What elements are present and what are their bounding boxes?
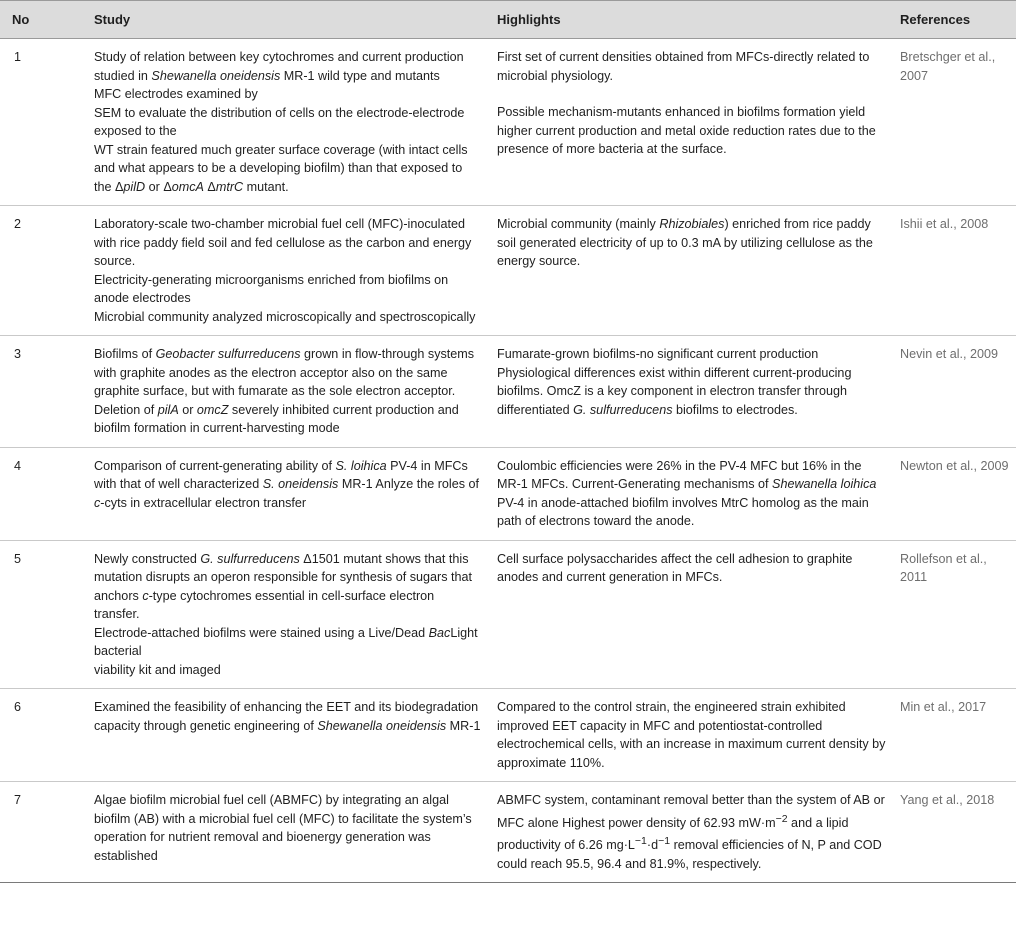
text-segment: Microbial community (mainly xyxy=(497,217,660,231)
study-cell-paragraph xyxy=(94,624,483,661)
italic-text: Bac xyxy=(428,625,451,640)
table-body xyxy=(0,39,1016,883)
italic-text: pilA xyxy=(157,402,179,417)
text-segment: Electrode-attached biofilms were stained using a Live/Dead xyxy=(94,625,429,640)
study-cell-paragraph xyxy=(94,85,483,104)
study-cell-paragraph xyxy=(94,661,483,680)
table-row xyxy=(0,689,1016,782)
italic-text: Rhizobiales xyxy=(659,217,725,231)
text-segment: severely inhibited current production and biofilm formation in current-harvesting mode xyxy=(94,402,459,435)
text-segment: Laboratory-scale two-chamber microbial fuel cell (MFC)-inoculated with rice paddy field soil and fed cellulose as the carbon and energy source. xyxy=(94,217,472,268)
text-segment: Compared to the control strain, the engineered strain exhibited improved EET capacity in MFC and potentiostat-controlled electrochemical cells, with an increase in maximum current density by approximate 110%. xyxy=(497,700,886,770)
study-cell-paragraph xyxy=(94,308,483,327)
text-segment: Fumarate-grown biofilms-no significant current production Physiological differences exist within different current-producing biofilms. OmcZ is a key component in electron transfer through differentiated xyxy=(497,347,852,417)
text-segment: MR-1 wild type and mutants xyxy=(280,68,440,83)
paragraph-gap xyxy=(497,85,886,103)
italic-text: Shewanella loihica xyxy=(772,477,877,491)
text-segment: Cell surface polysaccharides affect the cell adhesion to graphite anodes and current generation in MFCs. xyxy=(497,551,853,584)
reference-cell: Newton et al., 2009 xyxy=(900,447,1016,540)
study-cell-paragraph xyxy=(94,271,483,308)
text-segment: grown in flow-through systems with graphite anodes as the electron acceptor also on the same graphite surface, but with fumarate as the sole electron acceptor. Deletion of xyxy=(94,347,475,417)
text-segment: PV-4 in MFCs with that of well characterized xyxy=(94,458,468,491)
italic-text: Geobacter sulfurreducens xyxy=(155,347,301,361)
highlights-cell xyxy=(497,206,900,336)
reference-cell: Nevin et al., 2009 xyxy=(900,336,1016,448)
reference-cell: Yang et al., 2018 xyxy=(900,782,1016,883)
text-segment: Electricity-generating microorganisms enriched from biofilms on anode electrodes xyxy=(94,272,449,305)
study-cell xyxy=(94,39,497,206)
reference-cell: Rollefson et al., 2011 xyxy=(900,540,1016,689)
study-cell xyxy=(94,540,497,689)
highlights-cell-paragraph xyxy=(497,345,886,419)
italic-text: Shewanella oneidensis xyxy=(151,68,281,83)
italic-text: pilD xyxy=(123,179,146,194)
highlights-cell-paragraph xyxy=(497,698,886,772)
table-row xyxy=(0,540,1016,689)
text-segment: MFC electrodes examined by xyxy=(94,87,258,101)
table-row xyxy=(0,206,1016,336)
header-row xyxy=(0,1,1016,39)
italic-text: c xyxy=(142,588,149,603)
reference-cell: Ishii et al., 2008 xyxy=(900,206,1016,336)
study-cell-paragraph xyxy=(94,48,483,85)
highlights-cell xyxy=(497,336,900,448)
text-segment: removal efficiencies of N, P and COD could reach 95.5, 96.4 and 81.9%, respectively. xyxy=(497,838,882,871)
text-segment: Comparison of current-generating ability of xyxy=(94,458,336,473)
header-study: Study xyxy=(94,1,497,39)
row-number: 1 xyxy=(0,39,94,206)
reference-cell: Bretschger et al., 2007 xyxy=(900,39,1016,206)
text-segment: Coulombic efficiencies were 26% in the PV-4 MFC but 16% in the MR-1 MFCs. Current-Generating mechanisms of xyxy=(497,458,862,491)
italic-text: omcA xyxy=(171,179,204,194)
text-segment: Δ1501 mutant shows that this mutation disrupts an operon responsible for synthesis of sugars that anchors xyxy=(94,551,473,603)
text-segment: -type cytochromes essential in cell-surface electron transfer. xyxy=(94,588,435,621)
study-cell xyxy=(94,206,497,336)
table-header xyxy=(0,1,1016,39)
study-cell xyxy=(94,782,497,883)
text-segment: viability kit and imaged xyxy=(94,662,221,677)
row-number: 5 xyxy=(0,540,94,689)
highlights-cell-paragraph xyxy=(497,550,886,587)
highlights-cell xyxy=(497,540,900,689)
study-cell-paragraph xyxy=(94,215,483,271)
row-number: 4 xyxy=(0,447,94,540)
italic-text: c xyxy=(94,495,101,510)
text-segment: First set of current densities obtained from MFCs-directly related to microbial physiology. xyxy=(497,50,870,83)
study-cell-paragraph xyxy=(94,791,483,865)
text-segment: MR-1 xyxy=(446,718,481,733)
text-segment: Examined the feasibility of enhancing the EET and its biodegradation capacity through genetic engineering of xyxy=(94,700,479,733)
row-number: 6 xyxy=(0,689,94,782)
table-row xyxy=(0,336,1016,448)
highlights-cell xyxy=(497,447,900,540)
text-segment: or Δ xyxy=(145,179,172,194)
study-cell-paragraph xyxy=(94,104,483,141)
table-row xyxy=(0,782,1016,883)
text-segment: Study of relation between key cytochromes and current production studied in xyxy=(94,50,464,83)
highlights-cell-paragraph xyxy=(497,791,886,873)
text-segment: Light bacterial xyxy=(94,625,478,658)
highlights-cell-paragraph xyxy=(497,103,886,159)
study-cell xyxy=(94,689,497,782)
text-segment: biofilms to electrodes. xyxy=(672,402,798,417)
text-segment: SEM to evaluate the distribution of cells on the electrode-electrode exposed to the xyxy=(94,105,465,138)
text-segment: Algae biofilm microbial fuel cell (ABMFC) by integrating an algal biofilm (AB) with a microbial fuel cell (MFC) to facilitate the system’s operation for nutrient removal and bioenergy generation was established xyxy=(94,793,472,863)
highlights-cell xyxy=(497,689,900,782)
text-segment: WT strain featured much greater surface coverage (with intact cells and what appears to be a developing biofilm) than that exposed to the Δ xyxy=(94,142,468,194)
text-segment: PV-4 in anode-attached biofilm involves MtrC homolog as the main path of electrons toward the anode. xyxy=(497,495,869,528)
highlights-cell-paragraph xyxy=(497,457,886,531)
row-number: 7 xyxy=(0,782,94,883)
study-cell-paragraph xyxy=(94,141,483,197)
text-segment: Δ xyxy=(203,179,216,194)
row-number: 2 xyxy=(0,206,94,336)
text-segment: ) enriched from rice paddy soil generated electricity of up to 0.3 mA by utilizing cellulose as the energy source. xyxy=(497,217,873,268)
text-segment: ABMFC system, contaminant removal better than the system of AB or MFC alone Highest power density of 62.93 mW·m xyxy=(497,793,885,830)
study-cell xyxy=(94,447,497,540)
study-cell-paragraph xyxy=(94,550,483,624)
table-row xyxy=(0,39,1016,206)
text-segment: ·d xyxy=(646,838,659,853)
header-highlights: Highlights xyxy=(497,1,900,39)
italic-text: Shewanella oneidensis xyxy=(317,718,447,733)
italic-text: G. sulfurreducens xyxy=(573,402,673,417)
italic-text: S. oneidensis xyxy=(262,477,339,491)
text-segment: and a lipid productivity of 6.26 mg·L xyxy=(497,815,849,853)
study-cell-paragraph xyxy=(94,698,483,735)
superscript-text: −2 xyxy=(775,812,788,825)
italic-text: mtrC xyxy=(215,179,244,194)
study-cell-paragraph xyxy=(94,457,483,513)
reference-cell: Min et al., 2017 xyxy=(900,689,1016,782)
highlights-cell-paragraph xyxy=(497,215,886,271)
text-segment: mutant. xyxy=(243,179,289,194)
row-number: 3 xyxy=(0,336,94,448)
text-segment: or xyxy=(178,402,197,417)
text-segment: -cyts in extracellular electron transfer xyxy=(100,495,307,510)
header-no: No xyxy=(0,1,94,39)
italic-text: G. sulfurreducens xyxy=(200,551,300,566)
header-references: References xyxy=(900,1,1016,39)
superscript-text: −1 xyxy=(634,835,647,848)
table-row xyxy=(0,447,1016,540)
study-cell xyxy=(94,336,497,448)
highlights-cell xyxy=(497,39,900,206)
text-segment: Possible mechanism-mutants enhanced in biofilms formation yield higher current production and metal oxide reduction rates due to the presence of more bacteria at the surface. xyxy=(497,105,876,156)
study-cell-paragraph xyxy=(94,345,483,438)
text-segment: MR-1 Anlyze the roles of xyxy=(338,477,480,491)
highlights-cell-paragraph xyxy=(497,48,886,85)
italic-text: omcZ xyxy=(196,402,229,417)
superscript-text: −1 xyxy=(658,835,671,848)
highlights-cell xyxy=(497,782,900,883)
text-segment: Biofilms of xyxy=(94,347,156,361)
italic-text: S. loihica xyxy=(335,458,387,473)
text-segment: Microbial community analyzed microscopically and spectroscopically xyxy=(94,309,476,324)
text-segment: Newly constructed xyxy=(94,551,201,566)
